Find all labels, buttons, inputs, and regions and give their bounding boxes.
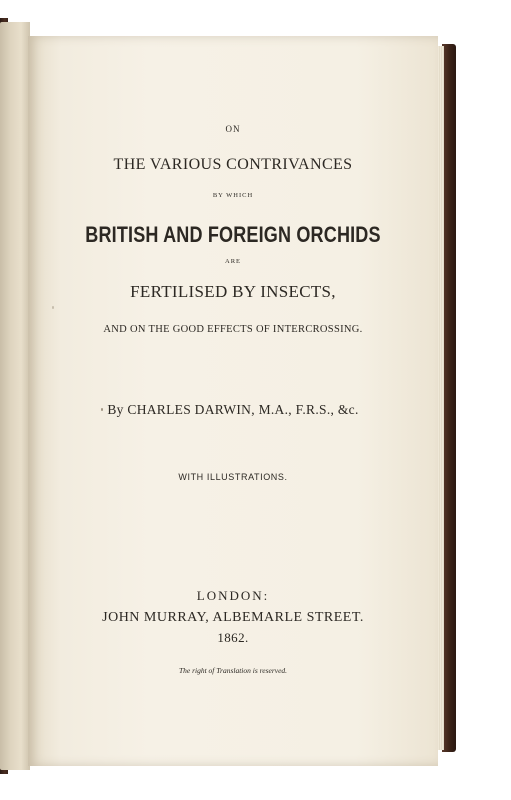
imprint-year: 1862. xyxy=(217,630,249,645)
title-are: ARE xyxy=(225,258,241,265)
left-facing-page xyxy=(0,22,30,770)
title-line-contrivances: THE VARIOUS CONTRIVANCES xyxy=(113,156,353,173)
title-line-fertilised: FERTILISED BY INSECTS, xyxy=(130,282,336,301)
title-page xyxy=(28,36,438,766)
foxing-spot xyxy=(101,408,103,411)
imprint-place: LONDON: xyxy=(196,588,270,603)
title-by-which: BY WHICH xyxy=(212,192,254,199)
right-cover-edge xyxy=(442,44,456,752)
title-line-intercrossing: AND ON THE GOOD EFFECTS OF INTERCROSSING. xyxy=(103,324,363,335)
foxing-spot xyxy=(52,306,54,309)
illustrations-note: WITH ILLUSTRATIONS. xyxy=(178,472,288,482)
rights-notice: The right of Translation is reserved. xyxy=(178,666,288,675)
title-line-orchids: BRITISH AND FOREIGN ORCHIDS xyxy=(85,222,381,247)
author-line: By CHARLES DARWIN, M.A., F.R.S., &c. xyxy=(107,402,359,417)
title-on: ON xyxy=(225,124,241,134)
imprint-publisher: JOHN MURRAY, ALBEMARLE STREET. xyxy=(102,610,364,625)
